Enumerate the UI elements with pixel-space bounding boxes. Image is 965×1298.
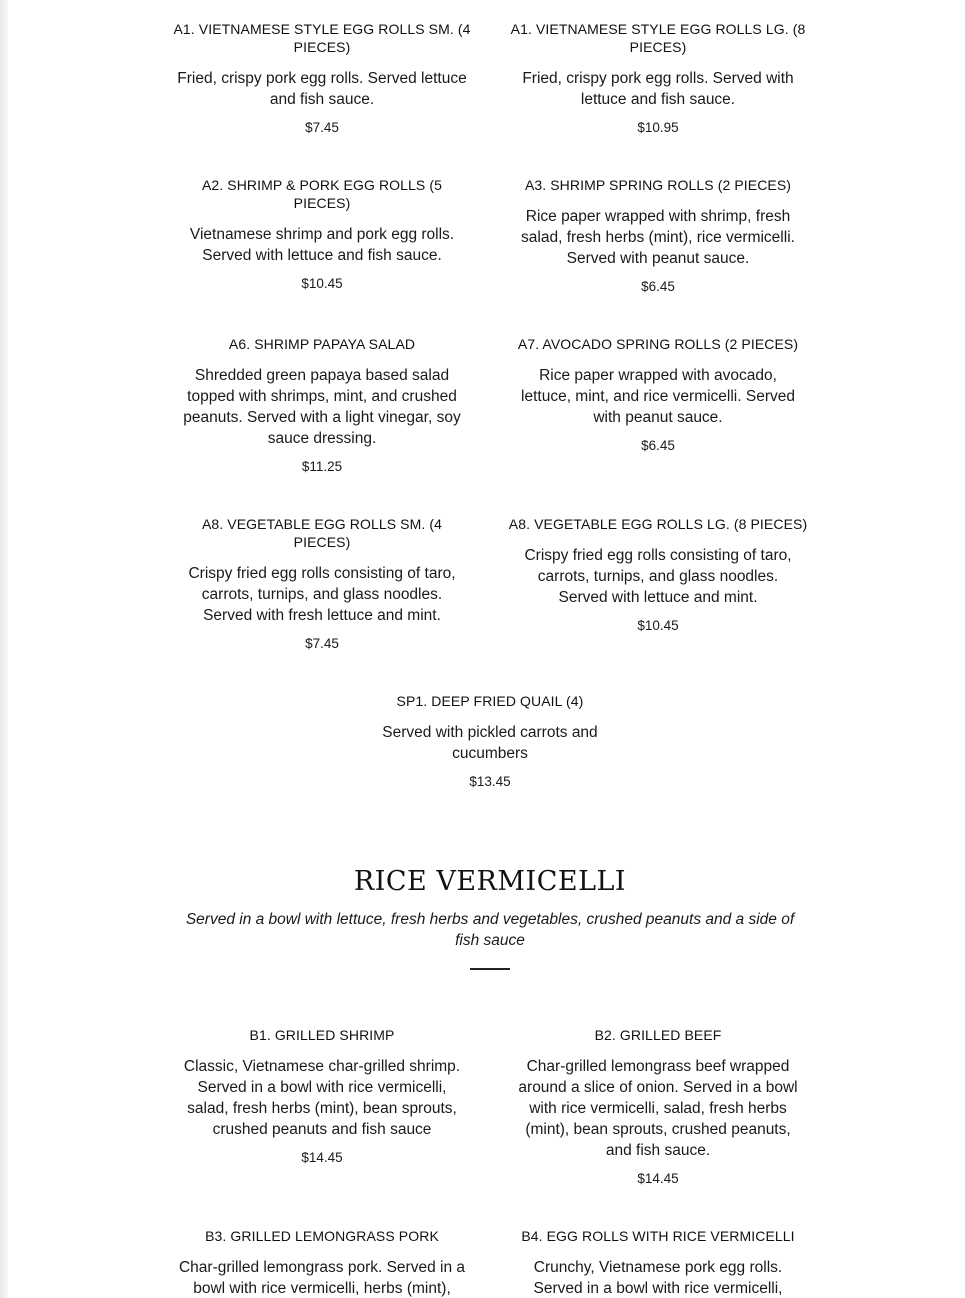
item-price: $10.45 (301, 276, 343, 291)
item-name: A1. VIETNAMESE STYLE EGG ROLLS LG. (8 PIECES) (510, 21, 806, 55)
item-name: A2. SHRIMP & PORK EGG ROLLS (5 PIECES) (201, 177, 443, 211)
item-description: Crunchy, Vietnamese pork egg rolls. Served in a bowl with rice vermicelli, (533, 1259, 783, 1297)
menu-item (508, 1227, 808, 1298)
item-price: $14.45 (301, 1150, 343, 1165)
menu-item (172, 176, 472, 296)
item-description: Crispy fried egg rolls consisting of taro, carrots, turnips, and glass noodles. Served with lettuce and mint. (524, 547, 792, 606)
item-description: Char-grilled lemongrass beef wrapped around a slice of onion. Served in a bowl with rice vermicelli, salad, fresh herbs (mint), bean sprouts, crushed peanuts, and fish sauce. (518, 1058, 798, 1159)
item-price: $14.45 (637, 1171, 679, 1186)
menu-item (508, 20, 808, 137)
item-description: Shredded green papaya based salad topped with shrimps, mint, and crushed peanuts. Served with a light vinegar, soy sauce dressing. (183, 367, 461, 447)
rice-vermicelli-row (172, 1227, 808, 1298)
item-name: B4. EGG ROLLS WITH RICE VERMICELLI (521, 1228, 795, 1244)
item-description: Vietnamese shrimp and pork egg rolls. Served with lettuce and fish sauce. (189, 226, 455, 264)
item-name: A1. VIETNAMESE STYLE EGG ROLLS SM. (4 PIECES) (173, 21, 471, 55)
item-description: Served with pickled carrots and cucumbers (382, 724, 598, 762)
rice-vermicelli-section-header (172, 866, 808, 970)
item-name: B2. GRILLED BEEF (594, 1027, 722, 1043)
menu-item (172, 1227, 472, 1298)
section-divider (470, 968, 510, 970)
menu-item (172, 1026, 472, 1188)
section-subtitle: Served in a bowl with lettuce, fresh herbs and vegetables, crushed peanuts and a side of fish sauce (185, 911, 795, 949)
item-description: Char-grilled lemongrass pork. Served in a bowl with rice vermicelli, herbs (mint), (178, 1259, 466, 1297)
menu-item (508, 1026, 808, 1188)
rice-vermicelli-row (172, 1026, 808, 1188)
item-price: $7.45 (305, 120, 339, 135)
item-name: A3. SHRIMP SPRING ROLLS (2 PIECES) (524, 177, 792, 193)
menu-item (508, 335, 808, 476)
item-name: SP1. DEEP FRIED QUAIL (4) (396, 693, 584, 709)
menu-item (508, 176, 808, 296)
menu-item (508, 515, 808, 653)
item-description: Fried, crispy pork egg rolls. Served with lettuce and fish sauce. (522, 70, 794, 108)
item-price: $11.25 (301, 459, 343, 474)
item-name: B3. GRILLED LEMONGRASS PORK (205, 1228, 439, 1244)
item-name: A8. VEGETABLE EGG ROLLS LG. (8 PIECES) (508, 516, 808, 532)
menu-item (172, 20, 472, 137)
section-title: RICE VERMICELLI (353, 866, 627, 897)
item-name: A6. SHRIMP PAPAYA SALAD (228, 336, 416, 352)
appetizer-row (172, 692, 808, 791)
menu-item (172, 335, 472, 476)
item-description: Rice paper wrapped with shrimp, fresh salad, fresh herbs (mint), rice vermicelli. Served with peanut sauce. (521, 208, 795, 267)
item-price: $7.45 (305, 636, 339, 651)
item-description: Classic, Vietnamese char-grilled shrimp. Served in a bowl with rice vermicelli, salad, fresh herbs (mint), bean sprouts, crushed peanuts and fish sauce (183, 1058, 461, 1138)
item-name: B1. GRILLED SHRIMP (249, 1027, 395, 1043)
page-left-edge (0, 0, 8, 1298)
item-description: Rice paper wrapped with avocado, lettuce, mint, and rice vermicelli. Served with peanut sauce. (521, 367, 795, 426)
item-name: A7. AVOCADO SPRING ROLLS (2 PIECES) (517, 336, 799, 352)
appetizer-row (172, 335, 808, 476)
appetizer-row (172, 515, 808, 653)
item-price: $6.45 (641, 438, 675, 453)
menu-item (172, 515, 472, 653)
item-name: A8. VEGETABLE EGG ROLLS SM. (4 PIECES) (201, 516, 443, 550)
item-price: $13.45 (469, 774, 511, 789)
appetizer-row (172, 20, 808, 137)
item-description: Crispy fried egg rolls consisting of taro, carrots, turnips, and glass noodles. Served with fresh lettuce and mint. (188, 565, 456, 624)
item-description: Fried, crispy pork egg rolls. Served lettuce and fish sauce. (177, 70, 467, 108)
item-price: $6.45 (641, 279, 675, 294)
appetizer-row (172, 176, 808, 296)
item-price: $10.95 (637, 120, 679, 135)
menu-item (370, 692, 610, 791)
item-price: $10.45 (637, 618, 679, 633)
